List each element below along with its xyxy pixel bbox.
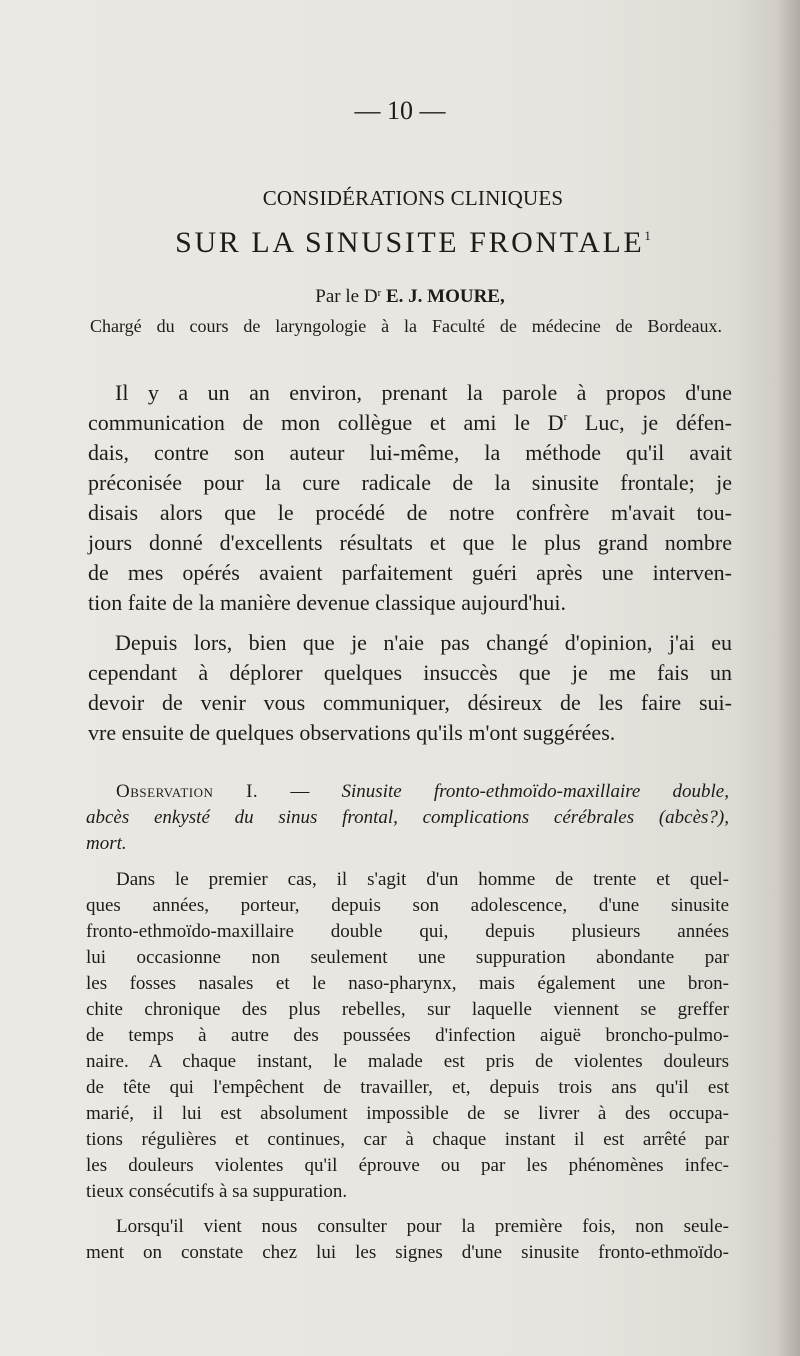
case-line-7: de temps à autre des poussées d'infection aiguë broncho-pulmo- (86, 1025, 729, 1046)
observation-label: Observation I. (116, 781, 259, 802)
author-prefix: Par le D (315, 286, 378, 307)
case-line-2: ques années, porteur, depuis son adolescence, d'une sinusite (86, 895, 729, 916)
intro-line-7: de mes opérés avaient parfaitement guéri après une interven- (88, 560, 732, 585)
second-para-line-4: vre ensuite de quelques observations qu'ils m'ont suggérées. (88, 720, 616, 745)
title-line-2-text: SUR LA SINUSITE FRONTALE (175, 226, 645, 259)
intro-line-3: dais, contre son auteur lui-même, la méthode qu'il avait (88, 440, 732, 465)
observation-title-line-1: Sinusite fronto-ethmoïdo-maxillaire double, (341, 781, 729, 802)
intro-line-2-sup: r (563, 411, 568, 423)
author-name: E. J. MOURE, (385, 286, 505, 307)
case-line-1: Dans le premier cas, il s'agit d'un homme de trente et quel- (116, 869, 729, 890)
observation-title-line-3: mort. (86, 833, 127, 854)
case-line-11: tions régulières et continues, car à chaque instant il est arrêté par (86, 1129, 729, 1150)
case-line-9: de tête qui l'empêchent de travailler, et, depuis trois ans qu'il est (86, 1077, 729, 1098)
second-para-line-1: Depuis lors, bien que je n'aie pas changé d'opinion, j'ai eu (115, 630, 732, 655)
case-line-5: les fosses nasales et le naso-pharynx, mais également une bron- (86, 973, 729, 994)
intro-line-2-tail: Luc, je défen- (567, 410, 732, 435)
case-line-10: marié, il lui est absolument impossible de se livrer à des occupa- (86, 1103, 729, 1124)
title-line-2 (0, 226, 800, 260)
author-prefix-sup: r (377, 287, 382, 299)
intro-line-2 (88, 410, 732, 436)
intro-line-2-text: communication de mon collègue et ami le D (88, 410, 564, 435)
page-number: — 10 — (354, 96, 446, 125)
intro-line-1: Il y a un an environ, prenant la parole à propos d'une (115, 380, 732, 405)
author-byline (0, 286, 800, 308)
second-para-line-2: cependant à déplorer quelques insuccès que je me fais un (88, 660, 732, 685)
intro-line-5: disais alors que le procédé de notre confrère m'avait tou- (88, 500, 732, 525)
observation-heading (116, 781, 729, 803)
case-line-8: naire. A chaque instant, le malade est pris de violentes douleurs (86, 1051, 729, 1072)
case-line-12: les douleurs violentes qu'il éprouve ou par les phénomènes infec- (86, 1155, 729, 1176)
intro-line-6: jours donné d'excellents résultats et que le plus grand nombre (88, 530, 732, 555)
case-line-3: fronto-ethmoïdo-maxillaire double qui, depuis plusieurs années (86, 921, 729, 942)
observation-dash: — (258, 781, 342, 802)
last-para-line-2: ment on constate chez lui les signes d'une sinusite fronto-ethmoïdo- (86, 1242, 729, 1263)
case-line-6: chite chronique des plus rebelles, sur laquelle viennent se greffer (86, 999, 729, 1020)
intro-line-8: tion faite de la manière devenue classique aujourd'hui. (88, 590, 567, 615)
second-para-line-3: devoir de venir vous communiquer, désireux de les faire sui- (88, 690, 732, 715)
title-line-1: CONSIDÉRATIONS CLINIQUES (262, 186, 564, 210)
observation-title-line-2: abcès enkysté du sinus frontal, complications cérébrales (abcès?), (86, 807, 729, 828)
case-line-13: tieux consécutifs à sa suppuration. (86, 1181, 348, 1202)
case-line-4: lui occasionne non seulement une suppuration abondante par (86, 947, 729, 968)
title-footnote-mark: 1 (644, 228, 651, 243)
author-affiliation: Chargé du cours de laryngologie à la Faculté de médecine de Bordeaux. (90, 316, 722, 336)
last-para-line-1: Lorsqu'il vient nous consulter pour la première fois, non seule- (116, 1216, 729, 1237)
intro-line-4: préconisée pour la cure radicale de la sinusite frontale; je (88, 470, 732, 495)
